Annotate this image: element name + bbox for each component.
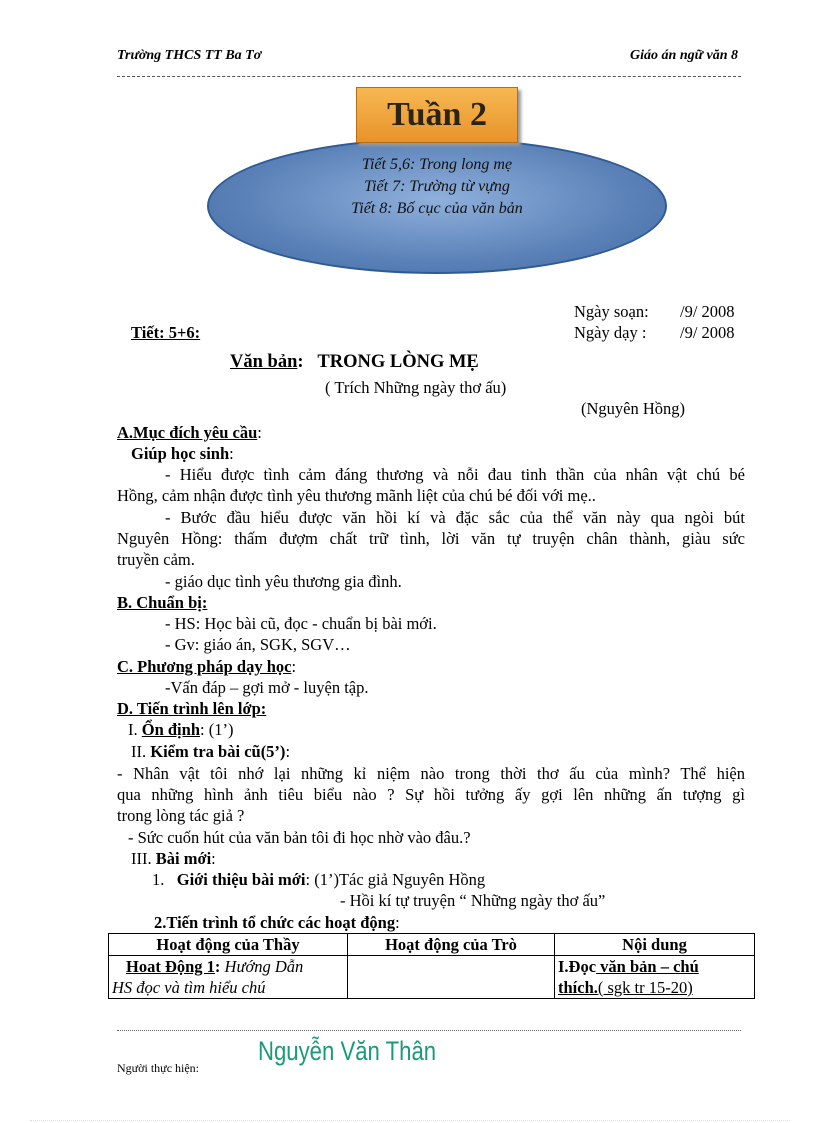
compose-date-value: /9/ 2008: [680, 302, 735, 321]
content-cell-line-1: [558, 956, 751, 977]
header-school: Trường THCS TT Ba Tơ: [117, 48, 262, 63]
teach-date-value: /9/ 2008: [680, 323, 735, 342]
footer-label: Người thực hiện:: [117, 1061, 200, 1075]
section-a-sub-title: Giúp học sinh: [131, 444, 230, 463]
step-1-time: : (1’): [200, 720, 234, 739]
page-bottom-divider: [30, 1120, 790, 1121]
prep-2: - Gv: giáo án, SGK, SGV…: [165, 635, 351, 654]
table-header: Nội dung: [555, 934, 755, 956]
content-section: I.Đọc: [558, 957, 597, 976]
aim-2-line-2: Nguyên Hồng: thấm đượm chất trữ tình, lời văn tự truyện chân thành, giàu sức: [117, 529, 745, 548]
intro-num: 1.: [152, 870, 165, 889]
method-1: -Vấn đáp – gợi mở - luyện tập.: [165, 678, 369, 697]
section-a-title: A.Mục đích yêu cầu: [117, 423, 258, 442]
aim-1-line-2: Hồng, cảm nhận được tình yêu thương mãnh liệt của chú bé đối với mẹ..: [117, 486, 596, 505]
table-header: Hoạt động của Trò: [348, 934, 555, 956]
step-2: [131, 741, 290, 762]
section-b-heading: B. Chuẩn bị:: [117, 593, 208, 612]
section-c-heading: [117, 656, 296, 677]
step-2-colon: :: [285, 742, 291, 761]
author-signature: Nguyễn Văn Thân: [258, 1036, 437, 1066]
aim-2-line-3: truyền cảm.: [117, 550, 195, 569]
section-a-sub-colon: :: [229, 444, 234, 463]
student-cell: [348, 956, 555, 999]
section-c-title: C. Phương pháp dạy học: [117, 657, 292, 676]
intro-text: : (1’)Tác giả Nguyên Hồng: [305, 870, 486, 889]
title-name: TRONG LÒNG MẸ: [317, 352, 479, 372]
lesson-item: Tiết 7: Trường từ vựng: [364, 178, 510, 195]
new-lesson-intro: [152, 869, 485, 890]
question-1-line-2: qua những hình ảnh tiêu biểu nào ? Sự hồi tưởng ấy gợi lên những ấn tượng gì: [117, 785, 745, 804]
activity-table: [108, 933, 755, 999]
teacher-cell-line-1: [112, 956, 344, 977]
section-d-heading: D. Tiến trình lên lớp:: [117, 699, 267, 718]
content-section-title: văn bản – chú: [596, 957, 699, 976]
step-2-num: II.: [131, 742, 151, 761]
content-section-title-2: thích.: [558, 978, 598, 997]
activity-label: Hoat Động 1: [126, 957, 215, 976]
footer-divider: [117, 1030, 741, 1031]
step-3-title: Bài mới: [155, 849, 212, 868]
table-row: [109, 956, 755, 999]
step-1: [128, 719, 233, 740]
aim-2-line-1: - Bước đầu hiểu được văn hồi kí và đặc sắc của thể văn này qua ngòi bút: [165, 508, 745, 527]
question-2: - Sức cuốn hút của văn bản tôi đi học nhờ vào đâu.?: [128, 828, 471, 847]
step-2-title: Kiểm tra bài cũ(5’): [150, 742, 286, 761]
title-colon: :: [297, 352, 304, 372]
question-1-line-3: trong lòng tác giả ?: [117, 806, 245, 825]
new-lesson-intro-sub: - Hồi kí tự truyện “ Những ngày thơ ấu”: [340, 891, 606, 910]
question-1-line-1: - Nhân vật tôi nhớ lại những kỉ niệm nào trong thời thơ ấu của mình? Thể hiện: [117, 764, 745, 783]
step-1-num: I.: [128, 720, 142, 739]
header-divider: [117, 76, 741, 77]
section-c-colon: :: [291, 657, 297, 676]
table-header: Hoạt động của Thầy: [109, 934, 348, 956]
activity-heading: [154, 912, 400, 933]
compose-date-label: Ngày soạn:: [574, 302, 649, 321]
step-1-title: Ổn định: [141, 720, 200, 739]
activity-colon: :: [395, 913, 400, 932]
step-3-colon: :: [211, 849, 216, 868]
step-3: [131, 848, 216, 869]
teacher-cell: [109, 956, 348, 999]
intro-title: Giới thiệu bài mới: [176, 870, 306, 889]
teach-date-label: Ngày dạy :: [574, 323, 647, 342]
activity-desc-2: HS đọc và tìm hiểu chú: [112, 978, 266, 997]
table-header-row: [109, 934, 755, 956]
lesson-list: [207, 154, 667, 220]
section-a-colon: :: [257, 423, 262, 442]
content-cell: [555, 956, 755, 999]
aim-1-line-1: - Hiểu được tình cảm đáng thương và nỗi đau tinh thần của nhân vật chú bé: [165, 465, 745, 484]
step-3-num: III.: [131, 849, 156, 868]
week-title: Tuần 2: [387, 96, 487, 133]
title-source: ( Trích Những ngày thơ ấu): [325, 378, 507, 397]
lesson-number: Tiết: 5+6:: [131, 323, 201, 342]
lesson-item: Tiết 8: Bố cục của văn bản: [351, 200, 523, 217]
content-cell-line-2: [558, 977, 751, 998]
title-author: (Nguyên Hồng): [581, 399, 686, 418]
section-a-heading: [117, 422, 262, 443]
aim-3: - giáo dục tình yêu thương gia đình.: [165, 572, 402, 591]
week-banner: [356, 87, 518, 143]
title-prefix: Văn bản: [230, 352, 298, 372]
activity-title: 2.Tiến trình tổ chức các hoạt động: [154, 913, 396, 932]
lesson-item: Tiết 5,6: Trong long mẹ: [361, 156, 513, 173]
section-a-sub: [131, 443, 234, 464]
activity-colon: :: [214, 957, 221, 976]
prep-1: - HS: Học bài cũ, đọc - chuẩn bị bài mới.: [165, 614, 437, 633]
activity-desc-1: Hướng Dẫn: [220, 957, 304, 976]
content-reference: ( sgk tr 15-20): [597, 978, 693, 997]
document-title: [230, 352, 479, 373]
header-subject: Giáo án ngữ văn 8: [630, 48, 738, 63]
